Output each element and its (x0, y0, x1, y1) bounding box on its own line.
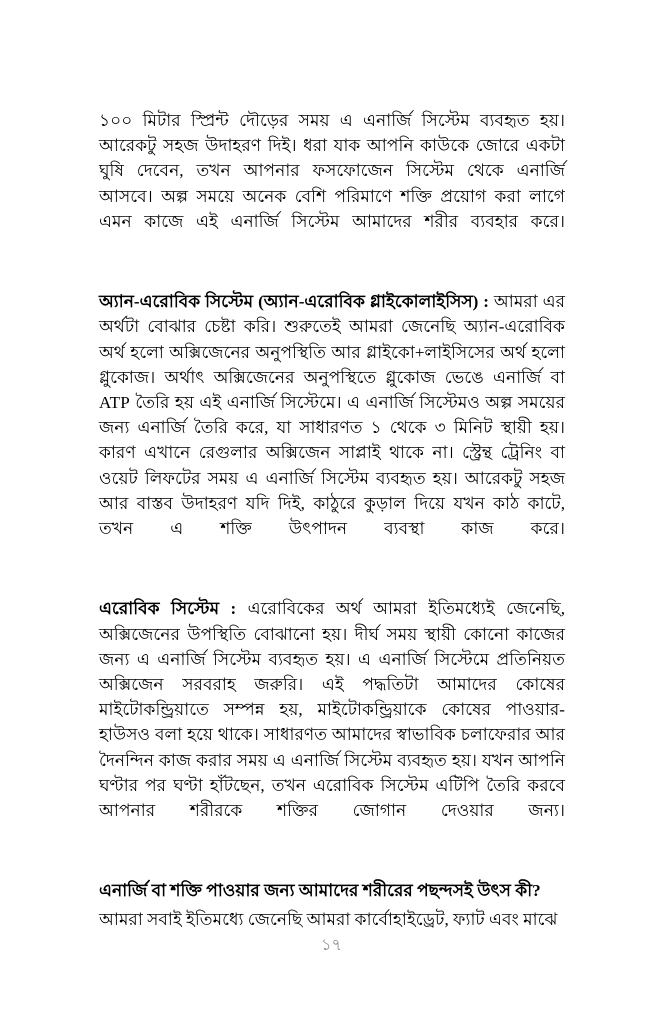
paragraph-intro-text: ১০০ মিটার স্প্রিন্ট দৌড়ের সময় এ এনার্জি সিস্টেম ব্যবহৃত হয়। আরেকটু সহজ উদাহরণ দিই। ধরা যাক আপনি কাউকে জোরে একটা ঘুষি দেবেন, তখন আপনার ফসফোজেন সিস্টেম থেকে এনার্জি আসবে। অল্প সময়ে অনেক বেশি পরিমাণে শক্তি প্রয়োগ করা লাগে এমন কাজে এই এনার্জি সিস্টেম আমাদের শরীর ব্যবহার করে। (99, 111, 565, 231)
anaerobic-heading: অ্যান-এরোবিক সিস্টেম (অ্যান-এরোবিক গ্লাইকোলাইসিস) : (99, 292, 489, 312)
anaerobic-body-part-1: আমরা এর অর্থটা বোঝার চেষ্টা করি। শুরুতেই আমরা জেনেছি অ্যান-এরোবিক অর্থ হলো অক্সিজেনের অনুপস্থিতি আর গ্লাইকো+লাইসিসের অর্থ হলো গ্লুকোজ। অর্থাৎ অক্সিজেনের অনুপস্থিতে গ্লুকোজ ভেঙে এনার্জি বা (99, 292, 565, 387)
aerobic-body-text: এরোবিকের অর্থ আমরা ইতিমধ্যেই জেনেছি, অক্সিজেনের উপস্থিতি বোঝানো হয়। দীর্ঘ সময় স্থায়ী কোনো কাজের জন্য এ এনার্জি সিস্টেম ব্যবহৃত হয়। এ এনার্জি সিস্টেমে প্রতিনিয়ত অক্সিজেন সরবরাহ জরুরি। এই পদ্ধতিটা আমাদের কোষের মাইটোকন্ড্রিয়াতে সম্পন্ন হয়, মাইটোকন্ড্রিয়াকে কোষের পাওয়ার-হাউসও বলা হয়ে থাকে। সাধারণত আমাদের স্বাভাবিক চলাফেরার আর দৈনন্দিন কাজ করার সময় এ এনার্জি সিস্টেম ব্যবহৃত হয়। যখন আপনি ঘণ্টার পর ঘণ্টা হাঁটছেন, তখন এরোবিক সিস্টেম এটিপি তৈরি করবে আপনার শরীরকে শক্তির জোগান দেওয়ার জন্য। (99, 599, 566, 821)
paragraph-aerobic (99, 596, 565, 848)
anaerobic-body-part-2: তৈরি হয় এই এনার্জি সিস্টেমে। এ এনার্জি সিস্টেমও অল্প সময়ের জন্য এনার্জি তৈরি করে, যা সাধারণত ১ থেকে ৩ মিনিট স্থায়ী হয়। কারণ এখানে রেগুলার অক্সিজেন সাপ্লাই থাকে না। স্ট্রেন্থ ট্রেনিং বা ওয়েট লিফটের সময় এ এনার্জি সিস্টেম ব্যবহৃত হয়। আরেকটু সহজ আর বাস্তব উদাহরণ যদি দিই, কাঠুরে কুড়াল দিয়ে যখন কাঠ কাটে, তখন এ শক্তি উৎপাদন ব্যবস্থা কাজ করে। (99, 393, 565, 539)
page-content (99, 108, 565, 932)
question-heading: এনার্জি বা শক্তি পাওয়ার জন্য আমাদের শরীরের পছন্দসই উৎস কী? (99, 881, 541, 901)
question-body: আমরা সবাই ইতিমধ্যে জেনেছি আমরা কার্বোহাইড্রেট, ফ্যাট এবং মাঝে (99, 909, 558, 929)
anaerobic-atp-term: ATP (99, 393, 130, 413)
aerobic-heading: এরোবিক সিস্টেম : (99, 599, 237, 619)
page-number: ১৭ (321, 937, 342, 954)
paragraph-anaerobic (99, 289, 565, 566)
paragraph-intro (99, 108, 565, 259)
